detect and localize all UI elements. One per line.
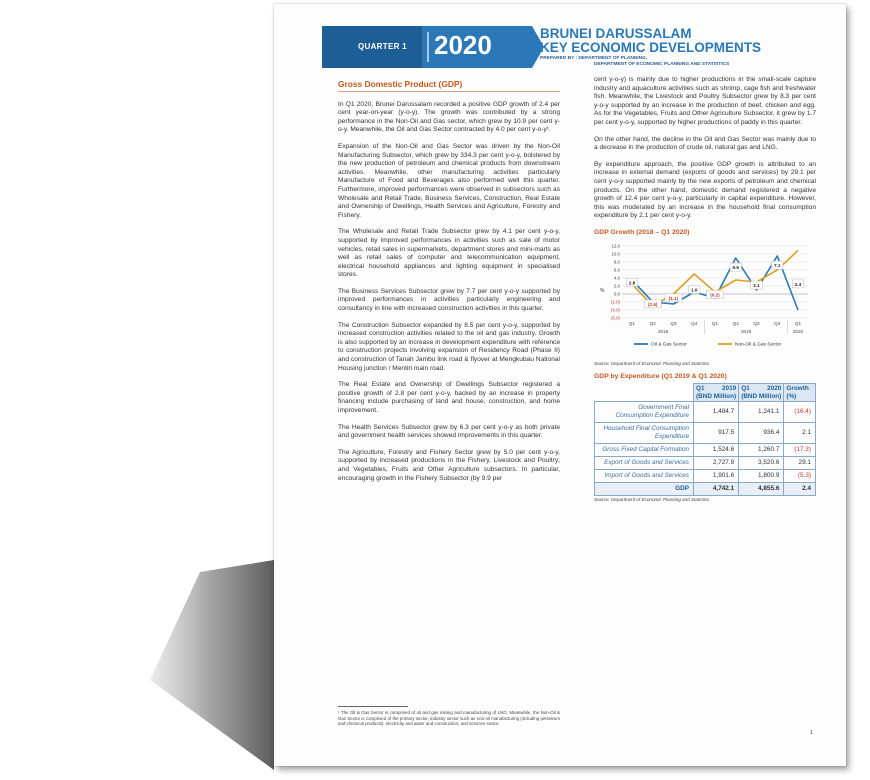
y-tick-label: 0.0 (613, 291, 620, 297)
left-column (338, 76, 560, 491)
y-tick-label: 4.0 (613, 275, 620, 281)
y-tick-label: (6.0) (610, 315, 620, 321)
prepared-by (540, 56, 729, 68)
x-tick-label: Q1 (711, 320, 719, 326)
cell-q1-2019: 2,727.9 (694, 456, 739, 469)
cell-growth: (5.3) (784, 469, 816, 482)
legend-label-oil-gas: Oil & Gas Sector (651, 342, 687, 348)
cell-growth: 29.1 (784, 456, 816, 469)
table-header-q1-2020: Q1 2020 (BND Million) (739, 384, 784, 402)
chart-source: Source: Department of Economic Planning and Statistics (594, 360, 710, 366)
y-tick-label: 8.0 (613, 259, 620, 265)
paragraph: The Wholesale and Retail Trade Subsector grew by 4.1 per cent y-o-y, supported by improved performances in activities such as sale of motor vehicles, retail sales in supermarkets, department stores and mini-marts as well as retail sales of computer and telecommunication equipment, electrical household appliances and lighting equipment in specialised stores. (338, 228, 560, 279)
total-label: GDP (595, 482, 694, 495)
paragraph: On the other hand, the decline in the Oil and Gas Sector was mainly due to a decrease in the production of crude oil, natural gas and LNG. (594, 135, 816, 152)
total-growth: 2.4 (784, 482, 816, 495)
total-q1-2019: 4,742.1 (694, 482, 739, 495)
report-title-country: BRUNEI DARUSSALAM (540, 26, 692, 41)
right-column (594, 76, 816, 503)
data-label: (1.1) (668, 295, 679, 301)
table-title: GDP by Expenditure (Q1 2019 & Q1 2020) (594, 372, 727, 380)
report-title: KEY ECONOMIC DEVELOPMENTS (540, 40, 762, 55)
prepared-by-line2: DEPARTMENT OF ECONOMIC PLANNING AND STATISTICS (594, 62, 730, 67)
year-label: 2019 (741, 328, 752, 334)
row-label: Government Final Consumption Expenditure (595, 401, 694, 422)
data-label: 7.1 (774, 262, 781, 268)
table-header-q1-2019: Q1 2019 (BND Million) (694, 384, 739, 402)
data-label: 2.1 (753, 282, 760, 288)
row-label: Household Final Consumption Expenditure (595, 422, 694, 443)
data-label: 1.0 (691, 287, 698, 293)
paragraph: By expenditure approach, the positive GDP growth is attributed to an increase in external demand (exports of goods and services) by 29.1 per cent y-o-y supported mainly by the new exports of petroleum and chemical products. On the other hand, domestic demand registered a negative growth of 12.4 per cent y-o-y, particularly in capital expenditure. However, this was moderated by an increase in the household final consumption expenditure by 2.1 per cent y-o-y. (594, 160, 816, 220)
y-tick-label: 10.0 (611, 251, 620, 257)
x-tick-label: Q4 (774, 320, 781, 326)
legend-label-non-oil-gas: Non-Oil & Gas Sector (735, 342, 782, 348)
y-tick-label: 12.0 (611, 243, 620, 249)
header-banner (322, 26, 544, 68)
page-number: 1 (810, 730, 813, 736)
x-tick-label: Q1 (794, 320, 802, 326)
table-row (595, 422, 816, 443)
data-label: 2.4 (794, 281, 802, 287)
chart-title: GDP Growth (2018 – Q1 2020) (594, 228, 690, 236)
section-title: Gross Domestic Product (GDP) (338, 80, 560, 92)
x-tick-label: Q2 (649, 320, 656, 326)
cell-q1-2019: 917.5 (694, 422, 739, 443)
paragraph: The Construction Subsector expanded by 8.5 per cent y-o-y, supported by increased construction activities related to the oil and gas industry. Growth is also supported by an increase in development expenditure with reference to construction projects involving expansion of Residency Road (Phase II) and construction of Tanah Jambu link road & flyover at Mengkubau National Housing junction / Mentiri main road. (338, 321, 560, 372)
table-row (595, 401, 816, 422)
paragraph: The Real Estate and Ownership of Dwellings Subsector registered a positive growth of 2.8 per cent y-o-y, backed by an increase in property financing include purchasing of land and house, construction, and home improvement. (338, 381, 560, 414)
y-tick-label: (4.0) (610, 307, 620, 313)
x-tick-label: Q4 (691, 320, 698, 326)
row-label: Export of Goods and Services (595, 456, 694, 469)
footnote: ¹ The Oil & Gas Sector is comprised of oil and gas mining and manufacturing of LNG. Meanwhile, the Non-Oil & Gas Sector is comprised of the primary sector, industry sector such as non-oil manufacturing (including petroleum and chemical products), electricity and water and construction; and services sector. (338, 710, 560, 727)
cell-q1-2019: 1,484.7 (694, 401, 739, 422)
gdp-growth-chart (594, 240, 816, 360)
paragraph: cent y-o-y) is mainly due to higher productions in the small-scale capture industry and aquaculture activities such as shrimp, cage fish and freshwater fish. Meanwhile, the Livestock and Poultry Subsector grew by 8.3 per cent y-o-y supported by an increase in the production of beef, chicken and egg. As for the Vegetables, Fruits and Other Agriculture Subsector, it grew by 1.7 per cent y-o-y, supported by higher productions of paddy in this quarter. (594, 76, 816, 126)
row-label: Gross Fixed Capital Formation (595, 443, 694, 456)
y-tick-label: 2.0 (613, 283, 620, 289)
row-label: Import of Goods and Services (595, 469, 694, 482)
data-label: (2.6) (648, 301, 658, 307)
quarter-label: QUARTER 1 (358, 42, 407, 51)
year-label: 2018 (658, 328, 669, 334)
paragraph: The Health Services Subsector grew by 6.3 per cent y-o-y as both private and government health services showed improvements in this quarter. (338, 423, 560, 440)
cell-q1-2019: 1,524.6 (694, 443, 739, 456)
paragraph: In Q1 2020, Brunei Darussalam recorded a positive GDP growth of 2.4 per cent year-on-year (y-o-y). The growth was contributed by a strong performance in the Non-Oil and Gas sector, which grew by 10.9 per cent y-o-y. Meanwhile, the Oil and Gas Sector contracted by 4.0 per cent y-o-y¹. (338, 100, 560, 134)
footnote-divider (338, 706, 408, 707)
table-source: Source: Department of Economic Planning and Statistics (594, 496, 710, 502)
year-label: 2020 (434, 30, 492, 60)
cell-q1-2020: 1,241.1 (739, 401, 784, 422)
gdp-growth-chart-svg (594, 240, 816, 360)
table-row (595, 443, 816, 456)
cell-growth: 2.1 (784, 422, 816, 443)
table-row (595, 469, 816, 482)
year-label: 2020 (792, 328, 804, 334)
data-label: 2.8 (628, 279, 636, 285)
x-tick-label: Q1 (628, 320, 636, 326)
cell-growth: (17.3) (784, 443, 816, 456)
data-label: (0.2) (710, 291, 720, 297)
table-row (595, 456, 816, 469)
y-axis-label: % (600, 287, 605, 294)
total-q1-2020: 4,855.6 (739, 482, 784, 495)
table-header-growth: Growth (%) (784, 384, 816, 402)
x-tick-label: Q3 (670, 320, 677, 326)
cell-q1-2020: 1,260.7 (739, 443, 784, 456)
table-header-blank (595, 384, 694, 402)
paragraph: The Agriculture, Forestry and Fishery Sector grew by 5.0 per cent y-o-y, supported by increased productions in the Fishery, Livestock and Poultry; and Vegetables, Fruits and Other Agriculture subsectors. In particular, encouraging growth in the Fishery Subsector (by 9.9 per (338, 448, 560, 482)
document-page (274, 4, 846, 766)
cell-q1-2020: 1,800.9 (739, 469, 784, 482)
paragraph: Expansion of the Non-Oil and Gas Sector was driven by the Non-Oil Manufacturing Subsector, which grew by 334.3 per cent y-o-y, bolstered by the new production of petroleum and chemical products from downstream activities. Meanwhile, other manufacturing activities particularly Manufacture of Food and Beverages also performed well this quarter. Furthermore, improved performances were observed in subsectors such as Wholesale and Retail Trade, Business Services, Construction, Real Estate and Ownership of Dwellings, Health Services and Agriculture, Forestry and Fishery. (338, 142, 560, 219)
cell-growth: (16.4) (784, 401, 816, 422)
y-tick-label: 6.0 (613, 267, 620, 273)
table-header-row (595, 384, 816, 402)
prepared-by-line1: PREPARED BY : DEPARTMENT OF PLANNING, (540, 56, 648, 61)
gdp-expenditure-table (594, 383, 816, 496)
x-tick-label: Q3 (753, 320, 760, 326)
x-tick-label: Q2 (732, 320, 739, 326)
table-total-row (595, 482, 816, 495)
cell-q1-2020: 3,520.6 (739, 456, 784, 469)
y-tick-label: (2.0) (610, 299, 620, 305)
data-label: 6.6 (732, 264, 739, 270)
paragraph: The Business Services Subsector grew by 7.7 per cent y-o-y supported by improved performances in activities particularly engineering and consultancy in line with increased construction activities in this quarter. (338, 287, 560, 313)
cell-q1-2019: 1,901.6 (694, 469, 739, 482)
cell-q1-2020: 936.4 (739, 422, 784, 443)
